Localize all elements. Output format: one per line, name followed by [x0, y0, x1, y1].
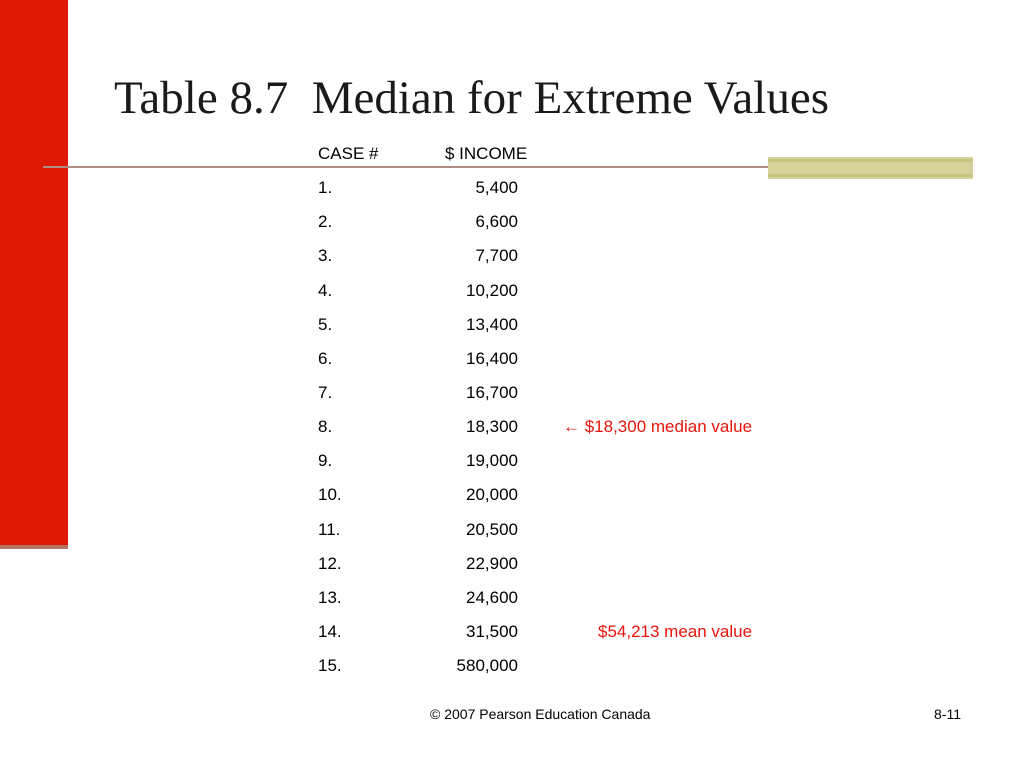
table-row	[318, 313, 798, 347]
income-value: 31,500	[466, 621, 518, 641]
table-row	[318, 415, 798, 449]
income-value: 24,600	[466, 587, 518, 607]
income-value: 16,700	[466, 382, 518, 402]
case-number: 10.	[318, 485, 342, 505]
table-header-row	[318, 142, 798, 176]
case-number: 9.	[318, 451, 333, 471]
income-value: 22,900	[466, 553, 518, 573]
slide-title: Table 8.7 Median for Extreme Values	[114, 72, 829, 124]
income-value: 5,400	[475, 178, 518, 198]
case-number: 5.	[318, 314, 333, 334]
case-number: 12.	[318, 553, 342, 573]
income-value: 19,000	[466, 451, 518, 471]
income-value: 20,500	[466, 519, 518, 539]
table-row	[318, 449, 798, 483]
case-number: 15.	[318, 656, 342, 676]
footer-copyright: © 2007 Pearson Education Canada	[430, 706, 651, 722]
case-number: 4.	[318, 280, 333, 300]
income-value: 10,200	[466, 280, 518, 300]
table-row	[318, 552, 798, 586]
table-row	[318, 244, 798, 278]
mean-annotation: $54,213 mean value	[598, 621, 753, 641]
table-body	[318, 176, 798, 688]
table-row	[318, 518, 798, 552]
header-income: $ INCOME	[445, 144, 528, 163]
income-value: 580,000	[456, 656, 518, 676]
case-number: 11.	[318, 519, 341, 539]
case-number: 13.	[318, 587, 342, 607]
table-row	[318, 279, 798, 313]
table-row	[318, 654, 798, 688]
income-value: 18,300	[466, 417, 518, 437]
case-number: 6.	[318, 348, 333, 368]
decorative-olive-block	[768, 157, 973, 179]
table-row	[318, 210, 798, 244]
header-case: CASE #	[318, 144, 379, 163]
table-row	[318, 176, 798, 210]
income-value: 13,400	[466, 314, 518, 334]
case-number: 2.	[318, 212, 333, 232]
table-row	[318, 483, 798, 517]
income-value: 20,000	[466, 485, 518, 505]
income-value: 16,400	[466, 348, 518, 368]
income-table	[318, 142, 798, 688]
case-number: 3.	[318, 246, 333, 266]
table-row	[318, 381, 798, 415]
income-value: 7,700	[475, 246, 518, 266]
case-number: 8.	[318, 417, 333, 437]
median-annotation: ← $18,300 median value	[563, 417, 753, 437]
left-accent-bar-edge	[0, 545, 68, 549]
left-accent-bar	[0, 0, 68, 545]
table-row	[318, 620, 798, 654]
case-number: 7.	[318, 382, 333, 402]
case-number: 1.	[318, 178, 333, 198]
case-number: 14.	[318, 621, 342, 641]
table-row	[318, 586, 798, 620]
income-value: 6,600	[475, 212, 518, 232]
table-row	[318, 347, 798, 381]
footer-page-number: 8-11	[934, 706, 961, 722]
